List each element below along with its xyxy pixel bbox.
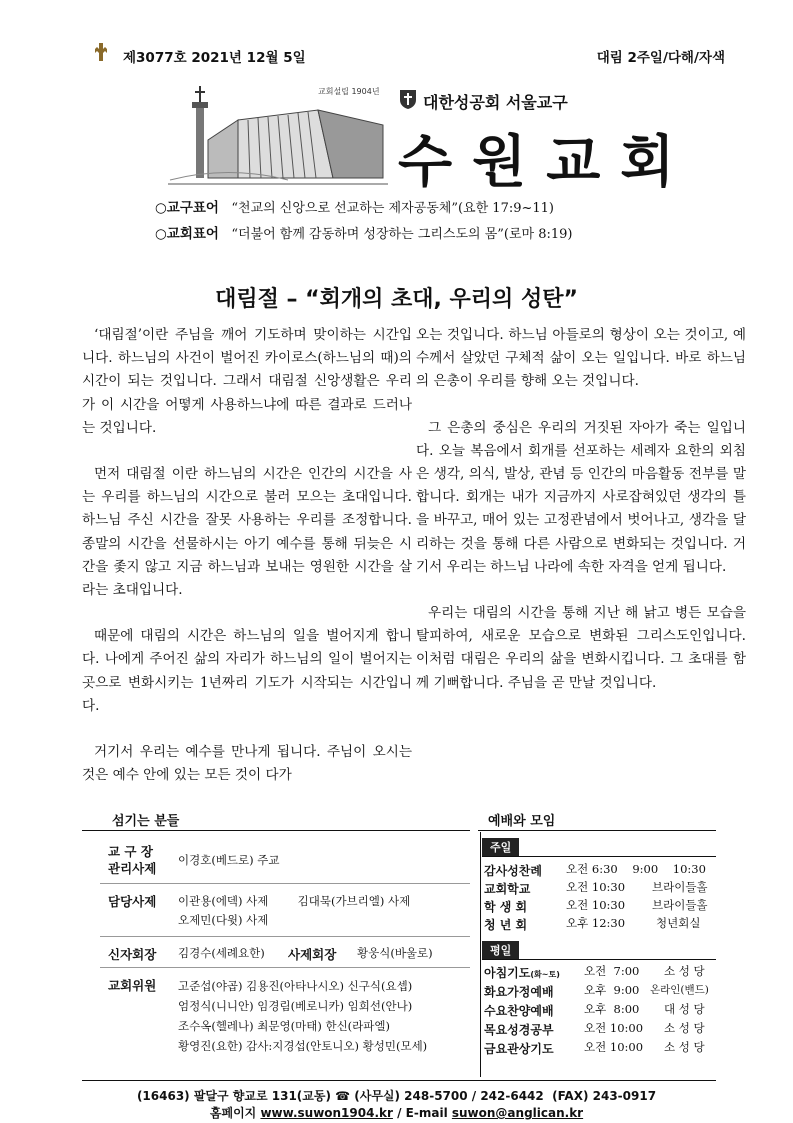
service-name: 청 년 회 [484,918,528,932]
service-place: 대 성 당 [664,1002,705,1016]
motto-ref: (요한 17:9~11) [457,201,555,216]
footer-divider [82,1080,716,1081]
diocese-motto [155,196,554,216]
motto-ref: (로마 8:19) [503,227,573,242]
service-name: 감사성찬례 [484,864,542,878]
email-link[interactable]: suwon@anglican.kr [451,1106,584,1120]
services-title: 예배와 모임 [488,814,556,829]
service-time: 오전 10:30 [566,898,626,912]
homepage-label: 홈페이지 [209,1106,257,1120]
church-motto [155,222,573,242]
sermon-title: 대림절 – “회개의 초대, 우리의 성탄” [215,287,578,312]
sermon-paragraph: 우리는 대림의 시간을 통해 지난 해 낡고 병든 모습을 탈피하여, 새로운 모습으로 변화된 그리스도인입니다. 이처럼 대림은 우리의 삶을 변화시킵니다. 그 초대를 함께 기뻐합니다. 주님을 곧 만날 것입니다. [416,605,746,691]
footer-address: (16463) 팔달구 향교로 131(교동) ☎ (사무실) 248-5700 / 242-6442 (FAX) 243-0917 [136,1089,657,1103]
minister-names: 이경호(베드로) 주교 [178,853,280,867]
minister-role-label: 신자회장 [108,947,157,962]
minister-names: 김경수(세례요한) [178,946,265,960]
divider [478,830,716,831]
diocese-seal-icon [398,88,418,110]
motto-label: ○교구표어 [155,200,219,216]
service-time: 오후 9:00 [584,983,640,997]
service-time: 오후 8:00 [584,1002,640,1016]
service-days: (화~토) [530,970,560,979]
ministers-title: 섬기는 분들 [112,814,180,829]
service-time: 오전 10:00 [584,1040,644,1054]
minister-role-label: 교 구 장 관리사제 [108,844,157,876]
divider [480,832,481,1077]
service-place: 소 성 당 [664,964,705,978]
divider [82,830,470,831]
minister-role-label: 담당사제 [108,894,157,909]
minister-role-label: 교회위원 [108,978,157,993]
service-name: 교회학교 [484,882,531,896]
sermon-left-column [82,324,412,810]
homepage-link[interactable]: www.suwon1904.kr [260,1106,393,1120]
divider [482,959,716,960]
tab-sunday: 주일 [482,838,519,856]
issue-info: 제3077호 2021년 12월 5일 [123,50,306,66]
sermon-right-column [416,324,746,718]
photo-caption: 교회설립 1904년 [318,87,380,96]
sermon-paragraph: 때문에 대림의 시간은 하느님의 일을 벌어지게 합니다. 나에게 주어진 삶의 자리가 하느님의 일이 벌어지는 곳으로 변화시키는 1년짜리 기도가 시작되는 시간입니다. [82,628,412,714]
tab-weekday: 평일 [482,941,519,959]
service-time: 오후 12:30 [566,916,626,930]
sermon-paragraph: 거기서 우리는 예수를 만나게 됩니다. 주님이 오시는 것은 예수 안에 있는 모든 것이 다가 [82,744,412,784]
sermon-paragraph: ‘대림절’이란 주님을 깨어 기도하며 맞이하는 시간입니다. 하느님의 사건이 벌어진 카이로스(하느님의 때)의 시간이 되는 것입니다. 그래서 대림절 신앙생활은 우리가 이 시간을 어떻게 사용하느냐에 따른 결과로 드러나는 것입니다. [82,327,412,436]
divider [100,967,470,968]
service-time: 오전 10:00 [584,1021,644,1035]
service-place: 청년회실 [656,916,701,930]
church-building-image [168,80,388,185]
liturgical-season: 대림 2주일/다해/자색 [596,50,725,66]
motto-text: “천교의 신앙으로 선교하는 제자공동체” [231,201,458,216]
service-name: 학 생 회 [484,900,528,914]
service-name: 목요성경공부 [484,1023,554,1037]
service-place: 소 성 당 [664,1021,705,1035]
sermon-paragraph: 먼저 대림절 이란 하느님의 시간은 인간의 시간을 사는 우리를 하느님의 시간으로 불러 모으는 초대입니다. 하느님 주신 시간을 잘못 사용하는 우리를 조정합니다. 종말의 시간을 선물하시는 아기 예수를 통해 뒤늦은 시간을 좇지 않고 지금 하느님과 보내는 영원한 시간을 살라는 초대입니다. [82,466,412,599]
minister-role-label: 사제회장 [288,947,337,962]
service-place: 소 성 당 [664,1040,705,1054]
email-label: / E-mail [397,1106,448,1120]
service-time: 오전 7:00 [584,964,640,978]
minister-names: 황웅식(바울로) [357,946,433,960]
diocese-name: 대한성공회 서울교구 [423,93,568,112]
divider [100,936,470,937]
service-name: 수요찬양예배 [484,1004,554,1018]
service-name: 금요관상기도 [484,1042,554,1056]
divider [482,856,716,857]
service-time: 오전 6:30 9:00 10:30 [566,862,706,876]
service-name: 화요가정예배 [484,985,554,999]
minister-names: 이관용(에덱) 사제 김대묵(가브리엘) 사제 오제민(다윗) 사제 [178,894,411,927]
motto-text: “더불어 함께 감동하며 성장하는 그리스도의 몸” [231,227,504,242]
cross-icon [92,43,110,61]
service-name: 아침기도(화~토) [484,966,560,980]
service-place: 브라이들홀 [652,880,708,894]
service-place: 온라인(밴드) [650,984,709,996]
sermon-paragraph: 그 은총의 중심은 우리의 거짓된 자아가 죽는 일입니다. 오늘 복음에서 회개를 선포하는 세례자 요한의 외침은 생각, 의식, 발상, 관념 등 인간의 마음활동 전부를 말합니다. 회개는 내가 지금까지 사로잡혀있던 생각의 틀을 바꾸고, 매어 있는 고정관념에서 벗어나고, 생각을 달리하는 것을 통해 다른 사람으로 변화되는 것입니다. 거기서 우리는 하느님 나라에 속한 자격을 얻게 됩니다. [416,419,746,575]
sermon-paragraph: 오는 것입니다. 하느님 아들로의 형상이 오는 것이고, 예수께서 살았던 구체적 삶이 오는 일입니다. 바로 하느님의 은총이 우리를 향해 오는 것입니다. [416,327,746,390]
minister-names: 고준섭(야곱) 김용진(아타나시오) 신구식(요셉) 엄정식(니니안) 임경림(베로니카) 임희선(안나) 조수옥(헬레나) 최문영(마태) 한신(라파엘) 황영진(요한) 감사:지경섭(안토니오) 황성민(모세) [178,979,428,1053]
motto-label: ○교회표어 [155,226,219,242]
divider [100,883,470,884]
footer-contact [0,1104,793,1121]
service-time: 오전 10:30 [566,880,626,894]
church-name: 수원교회 [398,129,695,195]
service-place: 브라이들홀 [652,898,708,912]
